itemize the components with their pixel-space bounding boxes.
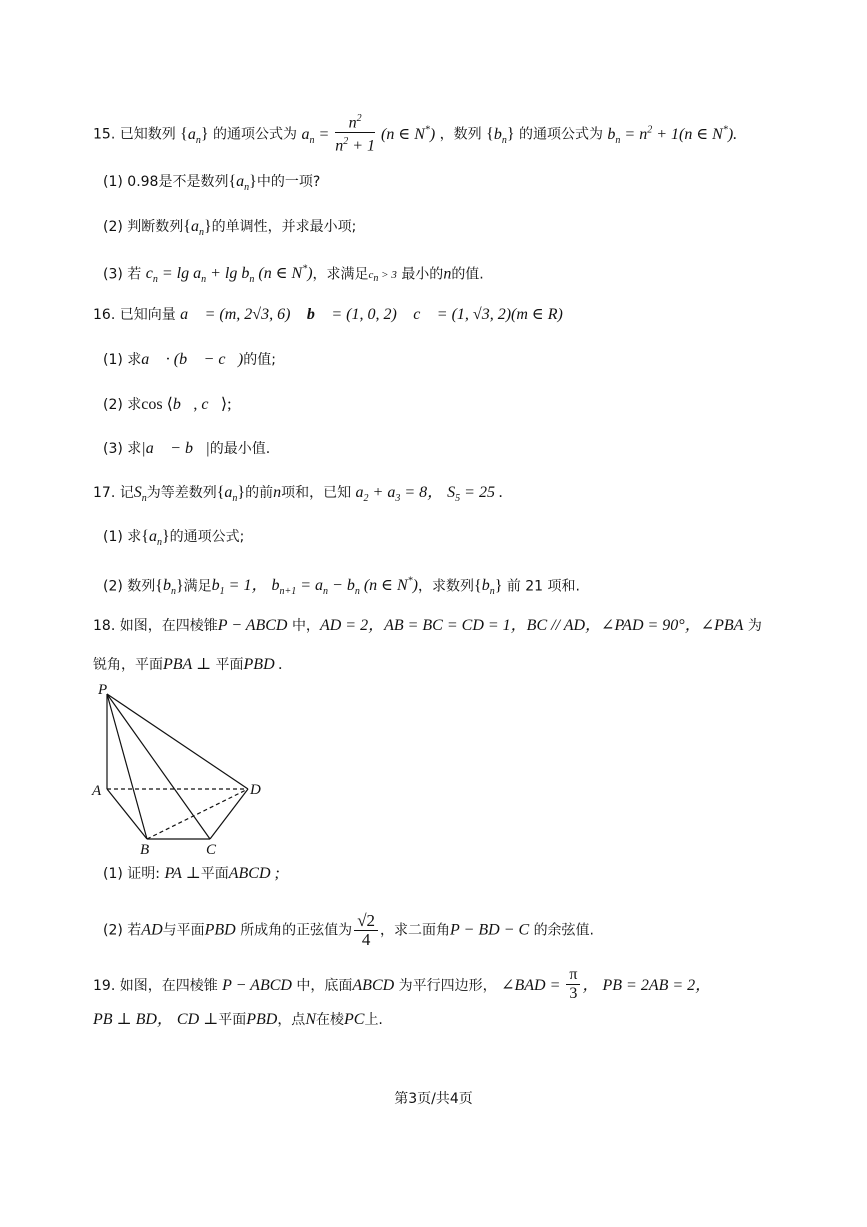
q19-number: 19. <box>93 978 116 995</box>
part-label: (1) <box>103 529 123 545</box>
q17-p2-seq-b2: $\{b_n\}$ <box>474 577 503 598</box>
q18-p1-text-1: 证明: <box>127 866 161 882</box>
q15-p1-seq: $\{a_n\}$ <box>228 173 257 194</box>
q15-part-2 <box>103 217 356 243</box>
q19-angle: ∠BAD = $\frac{\pi}{3}$ ， PB = 2AB = 2， <box>501 966 712 1002</box>
q15-seq-a: $\{a_n\}$ <box>180 125 209 146</box>
q18-plane-pba: PBA ⊥ <box>163 656 212 673</box>
q15-p2-text-2: 的单调性，并求最小项; <box>211 219 357 235</box>
q15-text-4: 的通项公式为 <box>518 126 603 143</box>
q18-stem-line-1 <box>93 616 762 636</box>
q17-p2-text-1: 数列 <box>127 578 156 595</box>
q17-n: n <box>273 484 282 501</box>
q18-p2-text-2: 与平面 <box>162 922 205 939</box>
q19-plane-text: 平面 <box>218 1012 247 1028</box>
q15-p3-text-2: ，求满足 <box>312 266 369 283</box>
q19-stem-line-1 <box>93 968 711 1005</box>
q16-part-1 <box>103 350 276 370</box>
q17-number: 17. <box>93 485 116 501</box>
q19-n: N <box>305 1011 316 1028</box>
q19-text-2: 中，底面 <box>296 978 353 995</box>
q15-p3-condition: $c_n > 3$ <box>368 269 397 285</box>
q18-pyramid-figure <box>90 682 280 857</box>
q16-stem <box>93 305 563 325</box>
q19-stem-line-2 <box>93 1010 383 1030</box>
q16-p1-text-2: 的值; <box>243 352 276 368</box>
q19-text-6: 上. <box>364 1012 383 1028</box>
q16-p1-expr: a⃗ · (b⃗ − c⃗) <box>141 351 244 368</box>
q15-part-3 <box>103 260 484 291</box>
q16-p3-text-2: 的最小值. <box>209 441 271 457</box>
q16-text-1: 已知向量 <box>119 307 176 323</box>
q18-p2-text-1: 若 <box>127 922 142 939</box>
q19-text-3: 为平行四边形， <box>398 978 497 995</box>
q16-p1-text-1: 求 <box>127 352 142 368</box>
q19-text-5: 在棱 <box>315 1012 344 1028</box>
q15-text-1: 已知数列 <box>119 126 176 143</box>
q17-part-2 <box>103 572 580 603</box>
q19-text-1: 如图，在四棱锥 <box>119 978 218 995</box>
q17-Sn: $S_n$ <box>133 484 147 505</box>
q19-pyramid: P − ABCD <box>222 977 292 995</box>
q15-stem <box>93 112 737 158</box>
q15-text-3: ，数列 <box>439 126 482 143</box>
vertex-label-b: B <box>140 842 150 857</box>
vertex-label-p: P <box>98 682 108 698</box>
q18-p2-text-5: 的余弦值. <box>533 922 595 939</box>
q17-seq: $\{a_n\}$ <box>216 484 246 505</box>
edge-pd <box>107 694 248 789</box>
part-label: (2) <box>103 578 123 595</box>
vertex-label-c: C <box>206 842 217 857</box>
q15-p3-formula: $c_n = \lg a_n + \lg b_n$ (n ∈ N*) <box>145 264 313 286</box>
q18-p2-ad: AD <box>141 921 163 939</box>
q15-p3-text-4: 的值. <box>451 266 484 283</box>
q19-base: ABCD <box>352 977 395 995</box>
q17-p1-text-1: 求 <box>127 529 142 545</box>
q18-p1-abcd: ABCD ; <box>228 865 280 882</box>
q16-number: 16. <box>93 307 116 323</box>
q15-value: 0.98 <box>127 174 159 190</box>
q17-p2-text-4: 前 21 项和. <box>506 578 580 595</box>
q17-text-1: 记 <box>119 485 134 501</box>
vertex-label-d: D <box>250 782 261 798</box>
q15-p1-text-2: 中的一项? <box>256 174 321 190</box>
q15-p3-text-1: 若 <box>127 266 142 283</box>
edge-ab <box>107 789 147 839</box>
q18-text-1: 如图，在四棱锥 <box>119 618 218 634</box>
q17-part-1 <box>103 527 244 553</box>
edge-pb <box>107 694 147 839</box>
q17-text-4: 项和，已知 <box>281 485 352 501</box>
edge-pc <box>107 694 210 839</box>
q18-p2-dihedral: P − BD − C <box>450 921 530 939</box>
q16-p2-expr: cos ⟨b⃗, c⃗⟩; <box>141 396 232 413</box>
part-label: (2) <box>103 219 123 235</box>
part-label: (2) <box>103 397 123 413</box>
q17-p1-seq: $\{a_n\}$ <box>141 528 170 549</box>
q17-p2-seq-b: $\{b_n\}$ <box>155 577 184 598</box>
q15-formula-a: $a_n$ = $\frac{n^2}{n^2 + 1}$ (n ∈ N*) <box>301 126 435 143</box>
q18-p1-pa: PA ⊥ <box>164 865 201 882</box>
q18-stem-line-2 <box>93 655 283 675</box>
part-label: (3) <box>103 441 123 457</box>
q18-text-3: 为 <box>747 618 762 634</box>
q15-formula-b: $b_n = n^2 + 1(n$ ∈ N*). <box>607 124 738 146</box>
q18-p1-text-2: 平面 <box>200 866 229 882</box>
q18-number: 18. <box>93 618 116 634</box>
q16-p2-text-1: 求 <box>127 397 142 413</box>
vertex-label-a: A <box>92 783 102 799</box>
part-label: (1) <box>103 352 123 368</box>
q18-p2-text-3: 所成角的正弦值为 <box>240 922 353 939</box>
q18-text-2: 中， <box>291 618 320 634</box>
q18-part-1 <box>103 864 280 884</box>
q15-p1-text-1: 是不是数列 <box>158 174 229 190</box>
q18-conditions: AD = 2，AB = BC = CD = 1，BC // AD，∠PAD = 90°，∠PBA <box>319 617 744 634</box>
edge-cd <box>210 789 248 839</box>
part-label: (2) <box>103 922 123 939</box>
part-label: (1) <box>103 174 123 190</box>
q18-p2-fraction: $\frac{√2}{4}$ <box>354 912 378 949</box>
q16-part-2 <box>103 395 232 415</box>
q18-text-5: 平面 <box>215 657 244 673</box>
q17-p2-formula: $b_1 = 1$， $b_{n+1} = a_n - b_n$ (n ∈ N*) <box>211 576 418 598</box>
q18-text-4: 锐角，平面 <box>93 657 163 673</box>
q18-p2-pbd: PBD <box>204 921 236 939</box>
q16-part-3 <box>103 439 270 459</box>
page-footer: 第3页/共4页 <box>394 1091 473 1107</box>
q16-p3-expr: |a⃗ − b⃗| <box>141 440 210 457</box>
q19-pc: PC <box>343 1011 365 1028</box>
edge-bd-hidden <box>147 789 248 839</box>
q17-stem <box>93 483 503 509</box>
q17-p1-text-2: 的通项公式; <box>169 529 245 545</box>
q17-text-3: 的前 <box>245 485 274 501</box>
q17-conditions: $a_2 + a_3 = 8$， $S_5 = 25$ . <box>355 484 503 505</box>
q16-p3-text-1: 求 <box>127 441 142 457</box>
q16-vectors: a⃗ = (m, 2√3, 6)， b⃗ = (1, 0, 2)， c⃗ = (1, √3, 2)(m ∈ R) <box>180 306 563 323</box>
q15-p3-text-3: 最小的 <box>401 266 444 283</box>
q18-part-2 <box>103 912 594 949</box>
q18-pyramid: P − ABCD <box>217 617 288 634</box>
q19-text-4: ，点 <box>277 1012 306 1028</box>
q19-pbd: PBD <box>246 1011 278 1028</box>
q18-p2-text-4: ，求二面角 <box>380 922 451 939</box>
q19-conditions: PB ⊥ BD， CD ⊥ <box>93 1011 219 1028</box>
q17-p2-text-2: 满足 <box>183 578 212 595</box>
q15-seq-b: $\{b_n\}$ <box>486 125 515 146</box>
q17-p2-text-3: ，求数列 <box>418 578 474 595</box>
q15-p2-text-1: 判断数列 <box>127 219 184 235</box>
q15-part-1 <box>103 172 320 198</box>
part-label: (3) <box>103 266 123 283</box>
q15-text-2: 的通项公式为 <box>213 126 297 143</box>
q17-text-2: 为等差数列 <box>146 485 217 501</box>
part-label: (1) <box>103 866 123 882</box>
q15-number: 15. <box>93 126 116 143</box>
q15-p2-seq: $\{a_n\}$ <box>183 218 212 239</box>
q18-plane-pbd: PBD . <box>243 656 283 673</box>
q15-p3-n: n <box>443 265 452 283</box>
